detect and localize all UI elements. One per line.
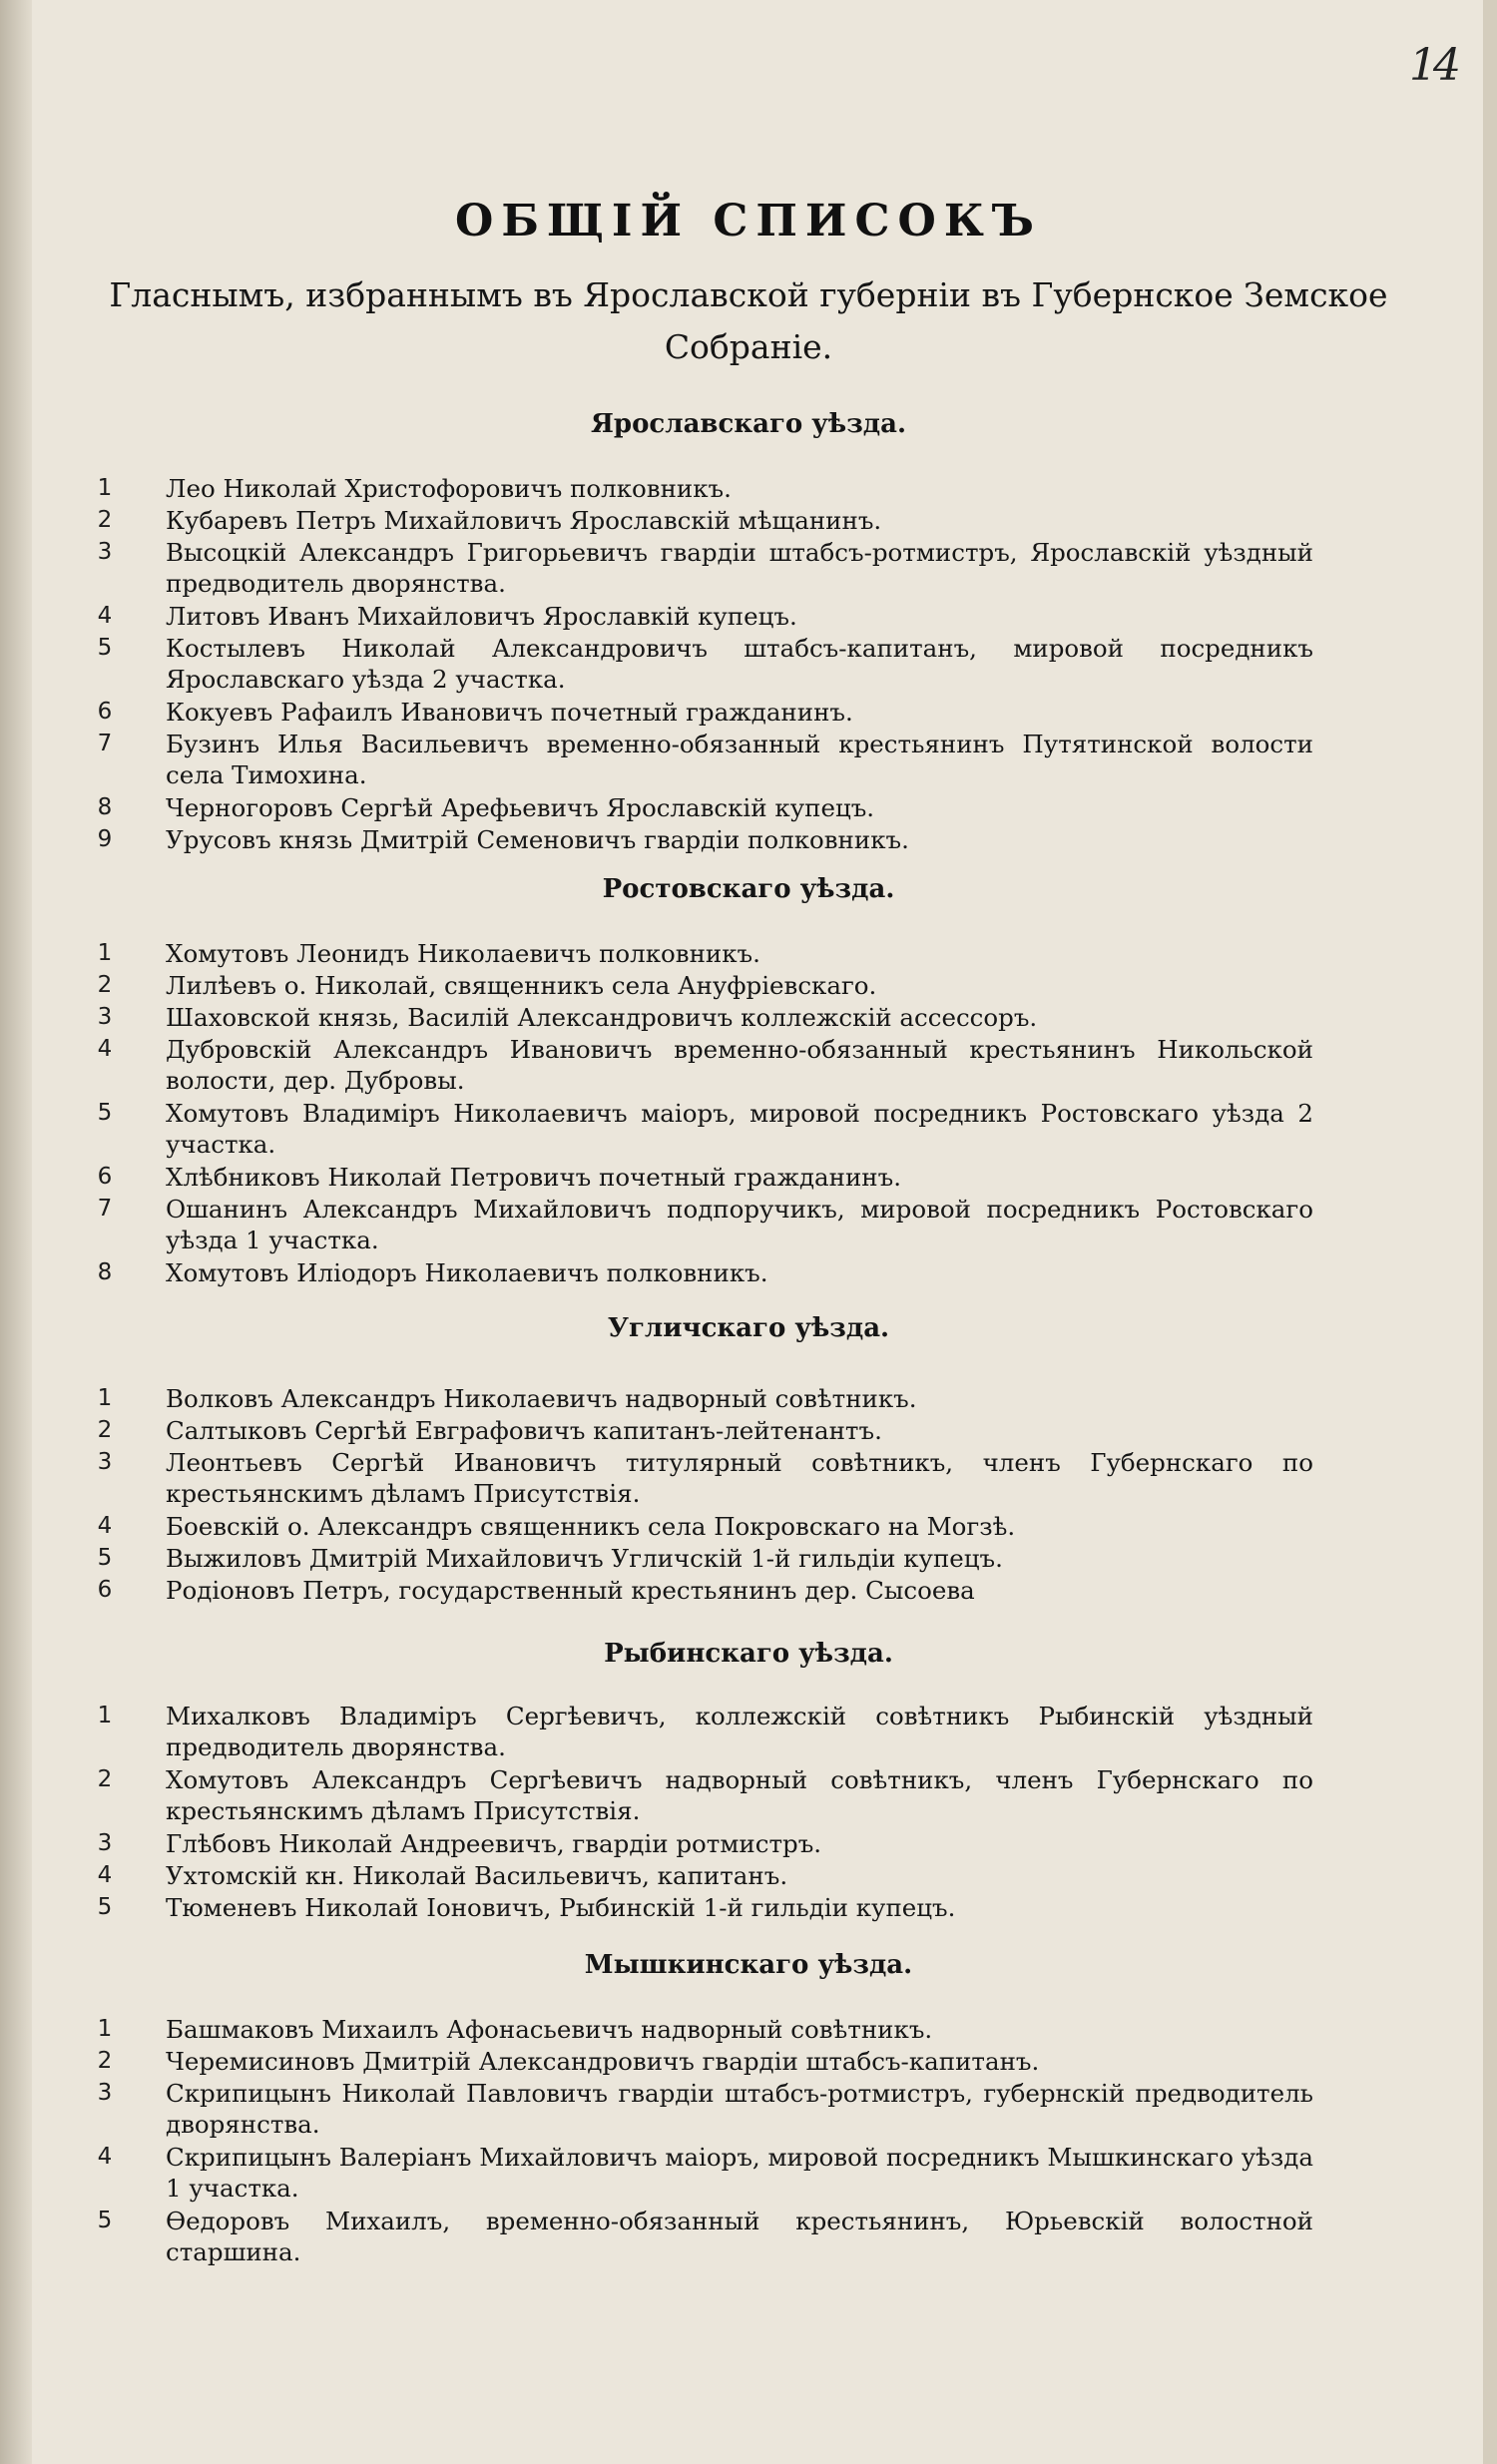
item-text: Тюменевъ Николай Іоновичъ, Рыбинскій 1-й гильдіи купецъ. — [166, 1893, 956, 1922]
item-text: Литовъ Иванъ Михайловичъ Ярославкій купецъ. — [166, 602, 797, 631]
item-number: 5 — [97, 2208, 113, 2233]
item-number: 9 — [97, 826, 113, 852]
item-number: 6 — [97, 1577, 113, 1603]
item-text: Шаховской князь, Василій Александровичъ коллежскій ассессоръ. — [166, 1003, 1038, 1032]
item-number: 1 — [97, 475, 113, 501]
item-text: Хлѣбниковъ Николай Петровичъ почетный гражданинъ. — [166, 1163, 902, 1192]
item-number: 2 — [97, 507, 113, 533]
item-text: Волковъ Александръ Николаевичъ надворный совѣтникъ. — [166, 1384, 917, 1413]
item-text: Выжиловъ Дмитрій Михайловичъ Угличскій 1-й гильдіи купецъ. — [166, 1544, 1003, 1573]
item-text: Хомутовъ Леонидъ Николаевичъ полковникъ. — [166, 939, 760, 968]
item-text: Хомутовъ Владиміръ Николаевичъ маіоръ, мировой посредникъ Ростовскаго уѣзда 2 участка. — [166, 1099, 1313, 1159]
section-heading-uglich: Угличскаго уѣзда. — [607, 1313, 890, 1343]
item-number: 2 — [97, 1417, 113, 1443]
item-number: 7 — [97, 1196, 113, 1222]
item-text: Родіоновъ Петръ, государственный крестьянинъ дер. Сысоева — [166, 1576, 975, 1605]
item-text: Бузинъ Илья Васильевичъ временно-обязанный крестьянинъ Путятинской волости села Тимохина. — [166, 730, 1313, 789]
item-number: 3 — [97, 1449, 113, 1475]
item-text: Костылевъ Николай Александровичъ штабсъ-капитанъ, мировой посредникъ Ярославскаго уѣзда 2 участка. — [166, 634, 1313, 694]
item-number: 4 — [97, 2144, 113, 2170]
item-text: Салтыковъ Сергѣй Евграфовичъ капитанъ-лейтенантъ. — [166, 1416, 882, 1445]
item-number: 1 — [97, 1385, 113, 1411]
item-text: Хомутовъ Иліодоръ Николаевичъ полковникъ. — [166, 1258, 768, 1287]
item-number: 3 — [97, 539, 113, 565]
item-text: Хомутовъ Александръ Сергѣевичъ надворный совѣтникъ, членъ Губернскаго по крестьянскимъ дѣламъ Присутствія. — [166, 1765, 1313, 1825]
item-text: Кокуевъ Рафаилъ Ивановичъ почетный гражданинъ. — [166, 698, 853, 727]
item-text: Урусовъ князь Дмитрій Семеновичъ гвардіи полковникъ. — [166, 825, 909, 854]
item-text: Скрипицынъ Николай Павловичъ гвардіи штабсъ-ротмистръ, губернскій предводитель дворянства. — [166, 2079, 1313, 2139]
item-number: 2 — [97, 972, 113, 998]
section-heading-rostov: Ростовскаго уѣзда. — [602, 874, 895, 904]
item-text: Ухтомскій кн. Николай Васильевичъ, капитанъ. — [166, 1861, 788, 1890]
document-subtitle: Гласнымъ, избраннымъ въ Ярославской губерніи въ Губернское Земское Собраніе. — [109, 275, 1388, 366]
section-heading-yaroslavl: Ярославскаго уѣзда. — [590, 409, 907, 439]
item-number: 4 — [97, 1036, 113, 1062]
item-text: Башмаковъ Михаилъ Афонасьевичъ надворный совѣтникъ. — [166, 2015, 933, 2044]
document-title: ОБЩІЙ СПИСОКЪ — [455, 196, 1042, 246]
item-number: 3 — [97, 1004, 113, 1030]
item-number: 4 — [97, 1862, 113, 1888]
page-number: 14 — [1409, 40, 1457, 91]
item-text: Скрипицынъ Валеріанъ Михайловичъ маіоръ, мировой посредникъ Мышкинскаго уѣзда 1 участка. — [166, 2143, 1313, 2203]
item-text: Глѣбовъ Николай Андреевичъ, гвардіи ротмистръ. — [166, 1829, 822, 1858]
item-number: 1 — [97, 2016, 113, 2042]
item-number: 5 — [97, 1894, 113, 1920]
item-text: Леонтьевъ Сергѣй Ивановичъ титулярный совѣтникъ, членъ Губернскаго по крестьянскимъ дѣламъ Присутствія. — [166, 1448, 1313, 1508]
item-number: 5 — [97, 1545, 113, 1571]
item-number: 8 — [97, 794, 113, 820]
section-heading-rybinsk: Рыбинскаго уѣзда. — [604, 1639, 893, 1669]
item-number: 6 — [97, 1164, 113, 1190]
item-number: 5 — [97, 635, 113, 661]
item-text: Ѳедоровъ Михаилъ, временно-обязанный крестьянинъ, Юрьевскій волостной старшина. — [166, 2207, 1313, 2266]
item-number: 6 — [97, 699, 113, 725]
item-text: Лео Николай Христофоровичъ полковникъ. — [166, 474, 732, 503]
item-number: 3 — [97, 1830, 113, 1856]
item-number: 8 — [97, 1259, 113, 1285]
item-number: 4 — [97, 1513, 113, 1539]
binding-spine — [0, 0, 32, 2464]
item-number: 3 — [97, 2080, 113, 2106]
item-number: 2 — [97, 1766, 113, 1792]
item-number: 2 — [97, 2048, 113, 2074]
item-text: Боевскій о. Александръ священникъ села Покровскаго на Могзѣ. — [166, 1512, 1016, 1541]
item-text: Черемисиновъ Дмитрій Александровичъ гвардіи штабсъ-капитанъ. — [166, 2047, 1040, 2076]
item-text: Высоцкій Александръ Григорьевичъ гвардіи штабсъ-ротмистръ, Ярославскій уѣздный предводитель дворянства. — [166, 538, 1313, 598]
item-number: 1 — [97, 1703, 113, 1728]
item-number: 4 — [97, 603, 113, 629]
item-text: Дубровскій Александръ Ивановичъ временно-обязанный крестьянинъ Никольской волости, дер. Дубровы. — [166, 1035, 1313, 1095]
item-text: Черногоровъ Сергѣй Арефьевичъ Ярославскій купецъ. — [166, 793, 875, 822]
item-text: Михалковъ Владиміръ Сергѣевичъ, коллежскій совѣтникъ Рыбинскій уѣздный предводитель дворянства. — [166, 1702, 1313, 1761]
item-text: Кубаревъ Петръ Михайловичъ Ярославскій мѣщанинъ. — [166, 506, 882, 535]
item-number: 1 — [97, 940, 113, 966]
item-number: 7 — [97, 731, 113, 756]
item-text: Лилѣевъ о. Николай, священникъ села Ануфріевскаго. — [166, 971, 877, 1000]
item-text: Ошанинъ Александръ Михайловичъ подпоручикъ, мировой посредникъ Ростовскаго уѣзда 1 участка. — [166, 1195, 1313, 1254]
item-number: 5 — [97, 1100, 113, 1126]
page-edge — [1483, 0, 1497, 2464]
section-heading-myshkin: Мышкинскаго уѣзда. — [584, 1950, 913, 1980]
